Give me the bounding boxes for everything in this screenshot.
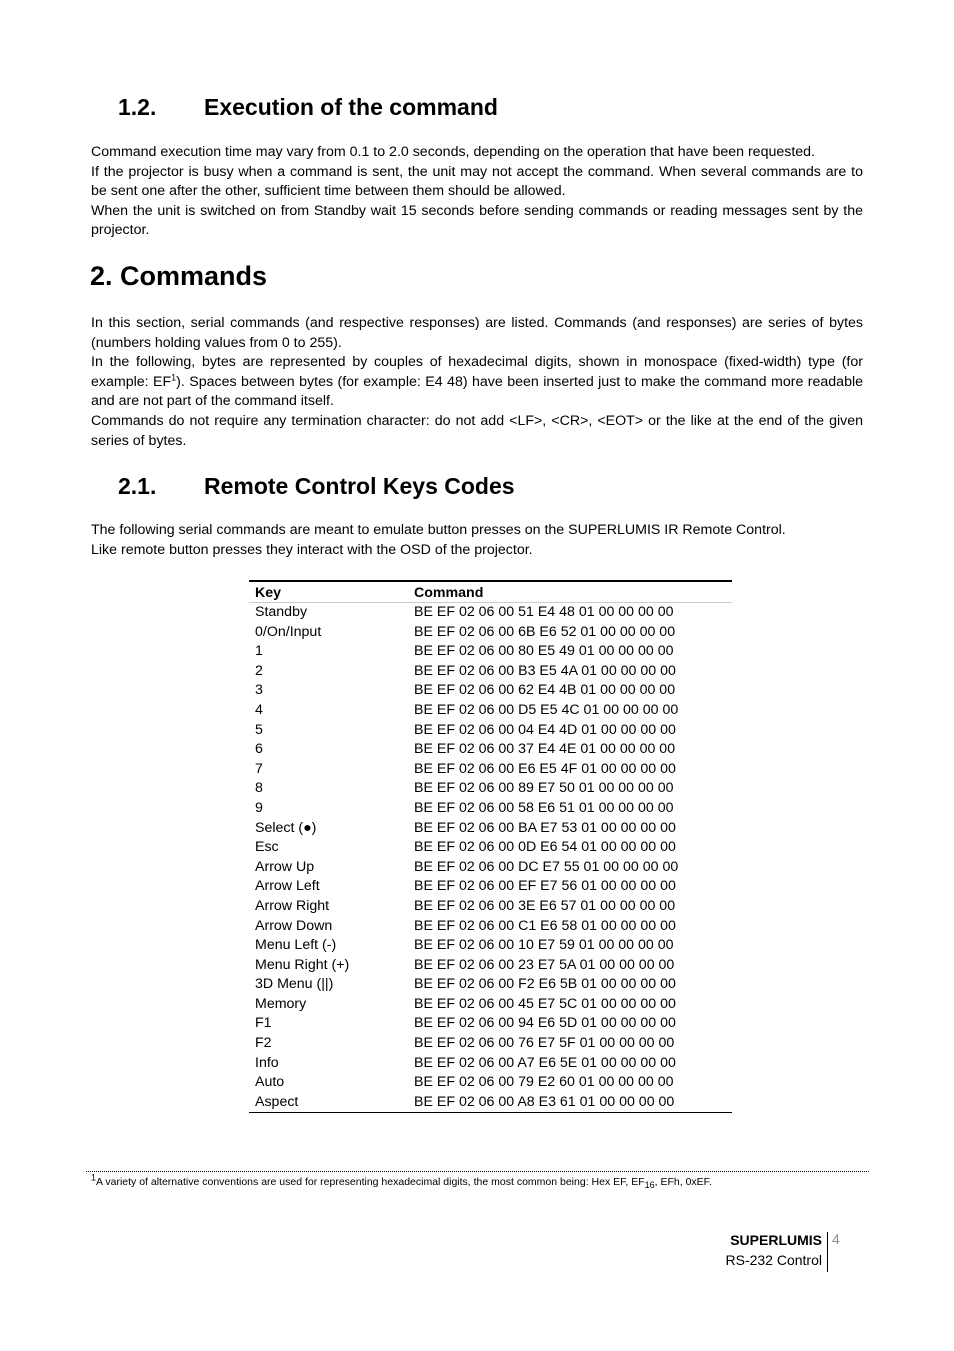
- table-row: [249, 603, 732, 623]
- table-row: [249, 917, 732, 937]
- table-row: [249, 897, 732, 917]
- command-cell: BE EF 02 06 00 45 E7 5C 01 00 00 00 00: [414, 995, 676, 1012]
- command-cell: BE EF 02 06 00 04 E4 4D 01 00 00 00 00: [414, 721, 676, 738]
- command-cell: BE EF 02 06 00 76 E7 5F 01 00 00 00 00: [414, 1035, 675, 1052]
- section-title: Remote Control Keys Codes: [204, 473, 515, 499]
- footnote-mark: 1: [91, 1172, 97, 1183]
- command-cell: BE EF 02 06 00 B3 E5 4A 01 00 00 00 00: [414, 662, 676, 679]
- key-cell: Menu Left (-): [255, 937, 337, 954]
- command-cell: BE EF 02 06 00 BA E7 53 01 00 00 00 00: [414, 819, 676, 836]
- table-row: [249, 760, 732, 780]
- key-cell: Select (●): [255, 819, 317, 836]
- paragraph: [91, 353, 863, 412]
- paragraph: Commands do not require any termination character: do not add <LF>, <CR>, <EOT> or the like at the end of the given series of bytes.: [91, 412, 863, 449]
- key-cell: 5: [255, 721, 263, 738]
- remote-text: [91, 521, 863, 560]
- table-row: [249, 975, 732, 995]
- key-cell: Info: [255, 1054, 279, 1071]
- execution-text: [91, 143, 863, 241]
- table-row: [249, 1054, 732, 1074]
- key-cell: Standby: [255, 604, 308, 620]
- table-header-row: [249, 581, 732, 603]
- table-row: [249, 877, 732, 897]
- key-cell: Auto: [255, 1074, 285, 1091]
- table-row: [249, 1034, 732, 1054]
- command-cell: BE EF 02 06 00 A7 E6 5E 01 00 00 00 00: [414, 1054, 676, 1071]
- section-heading-1-2: [118, 94, 498, 121]
- key-cell: Arrow Up: [255, 858, 315, 875]
- key-cell: Esc: [255, 839, 279, 856]
- key-cell: Memory: [255, 995, 307, 1012]
- table-row: [249, 681, 732, 701]
- page-number: 4: [832, 1231, 840, 1247]
- key-cell: 7: [255, 760, 263, 777]
- section-heading-2: 2. Commands: [90, 261, 268, 291]
- key-cell: 8: [255, 780, 263, 797]
- command-cell: BE EF 02 06 00 58 E6 51 01 00 00 00 00: [414, 799, 674, 816]
- command-cell: BE EF 02 06 00 89 E7 50 01 00 00 00 00: [414, 780, 674, 797]
- footnote-subscript: 16: [644, 1180, 655, 1191]
- command-cell: BE EF 02 06 00 10 E7 59 01 00 00 00 00: [414, 937, 674, 954]
- section-number: 1.2.: [118, 94, 157, 120]
- table-row: [249, 858, 732, 878]
- paragraph: When the unit is switched on from Standby wait 15 seconds before sending commands or reading messages sent by the projector.: [91, 202, 863, 239]
- command-cell: BE EF 02 06 00 23 E7 5A 01 00 00 00 00: [414, 956, 675, 973]
- key-cell: 3: [255, 682, 263, 699]
- page-footer: [726, 1230, 823, 1270]
- command-cell: BE EF 02 06 00 C1 E6 58 01 00 00 00 00: [414, 917, 676, 934]
- section-number: 2.1.: [118, 473, 157, 499]
- column-header-command: Command: [408, 581, 732, 603]
- table-row: [249, 642, 732, 662]
- key-cell: Arrow Right: [255, 897, 330, 914]
- command-cell: BE EF 02 06 00 A8 E3 61 01 00 00 00 00: [408, 1093, 732, 1113]
- paragraph: Command execution time may vary from 0.1 to 2.0 seconds, depending on the operation that have been requested.: [91, 144, 816, 160]
- key-cell: Menu Right (+): [255, 956, 350, 973]
- key-cell: F2: [255, 1035, 272, 1052]
- commands-text: [91, 314, 863, 451]
- table-row: [249, 956, 732, 976]
- footnote-ref: 1: [171, 372, 177, 383]
- command-cell: BE EF 02 06 00 79 E2 60 01 00 00 00 00: [414, 1074, 674, 1091]
- footnote-separator: [86, 1171, 869, 1172]
- section-title: Execution of the command: [204, 94, 498, 120]
- key-cell: 0/On/Input: [255, 623, 322, 640]
- footer-brand: SUPERLUMIS: [730, 1232, 822, 1248]
- paragraph: Like remote button presses they interact with the OSD of the projector.: [91, 541, 533, 558]
- table-row: [249, 740, 732, 760]
- command-cell: BE EF 02 06 00 EF E7 56 01 00 00 00 00: [414, 878, 676, 895]
- command-cell: BE EF 02 06 00 37 E4 4E 01 00 00 00 00: [414, 741, 676, 758]
- paragraph: In this section, serial commands (and respective responses) are listed. Commands (and responses) are series of bytes (numbers holding values from 0 to 255).: [91, 315, 863, 351]
- command-cell: BE EF 02 06 00 80 E5 49 01 00 00 00 00: [414, 643, 674, 660]
- table-row: [249, 662, 732, 682]
- table-row: [249, 1093, 732, 1113]
- column-header-key: Key: [249, 581, 408, 603]
- table-row: [249, 779, 732, 799]
- table-row: [249, 701, 732, 721]
- footnote: [91, 1172, 731, 1191]
- key-codes-table: [249, 580, 732, 1113]
- key-cell: 4: [255, 701, 263, 718]
- text-run: ). Spaces between bytes (for example: E4 48) have been inserted just to make the command more readable and are not part of the command itself.: [91, 373, 864, 410]
- key-cell: 2: [255, 662, 263, 679]
- command-cell: BE EF 02 06 00 E6 E5 4F 01 00 00 00 00: [414, 760, 676, 777]
- key-cell: Arrow Left: [255, 878, 320, 895]
- footer-divider: [827, 1232, 828, 1272]
- table-body: [249, 603, 732, 1113]
- key-cell: 1: [255, 643, 263, 660]
- table-row: [249, 623, 732, 643]
- table-row: [249, 936, 732, 956]
- table-row: [249, 838, 732, 858]
- command-cell: BE EF 02 06 00 DC E7 55 01 00 00 00 00: [414, 858, 679, 875]
- command-cell: BE EF 02 06 00 D5 E5 4C 01 00 00 00 00: [414, 701, 679, 718]
- table-row: [249, 819, 732, 839]
- key-cell: 9: [255, 799, 263, 816]
- paragraph: If the projector is busy when a command is sent, the unit may not accept the command. When several commands are to be sent one after the other, sufficient time between them should be allowed.: [91, 163, 863, 200]
- table-row: [249, 1073, 732, 1093]
- paragraph: The following serial commands are meant to emulate button presses on the SUPERLUMIS IR Remote Control.: [91, 522, 786, 538]
- table-row: [249, 995, 732, 1015]
- key-cell: 6: [255, 741, 263, 758]
- table-row: [249, 1014, 732, 1034]
- command-cell: BE EF 02 06 00 F2 E6 5B 01 00 00 00 00: [414, 976, 676, 993]
- command-cell: BE EF 02 06 00 62 E4 4B 01 00 00 00 00: [414, 682, 676, 699]
- command-cell: BE EF 02 06 00 0D E6 54 01 00 00 00 00: [414, 839, 676, 856]
- command-cell: BE EF 02 06 00 3E E6 57 01 00 00 00 00: [414, 897, 676, 914]
- command-cell: BE EF 02 06 00 51 E4 48 01 00 00 00 00: [414, 604, 674, 620]
- text-run: In the following, bytes are represented by couples of hexadecimal digits, shown in monospace (fixed-width) type (for example: EF: [91, 354, 863, 390]
- footnote-text: A variety of alternative conventions are used for representing hexadecimal digits, the most common being: Hex EF, EF: [96, 1176, 645, 1188]
- footnote-text-end: , EFh, 0xEF.: [654, 1176, 712, 1188]
- table-row: [249, 721, 732, 741]
- footer-subtitle: RS-232 Control: [725, 1252, 822, 1268]
- command-cell: BE EF 02 06 00 94 E6 5D 01 00 00 00 00: [414, 1015, 676, 1032]
- key-cell: Arrow Down: [255, 917, 333, 934]
- key-cell: F1: [255, 1015, 272, 1032]
- command-cell: BE EF 02 06 00 6B E6 52 01 00 00 00 00: [414, 623, 676, 640]
- key-cell: 3D Menu (||): [255, 976, 334, 993]
- table-row: [249, 799, 732, 819]
- section-heading-2-1: [118, 473, 515, 500]
- key-cell: Aspect: [249, 1093, 408, 1113]
